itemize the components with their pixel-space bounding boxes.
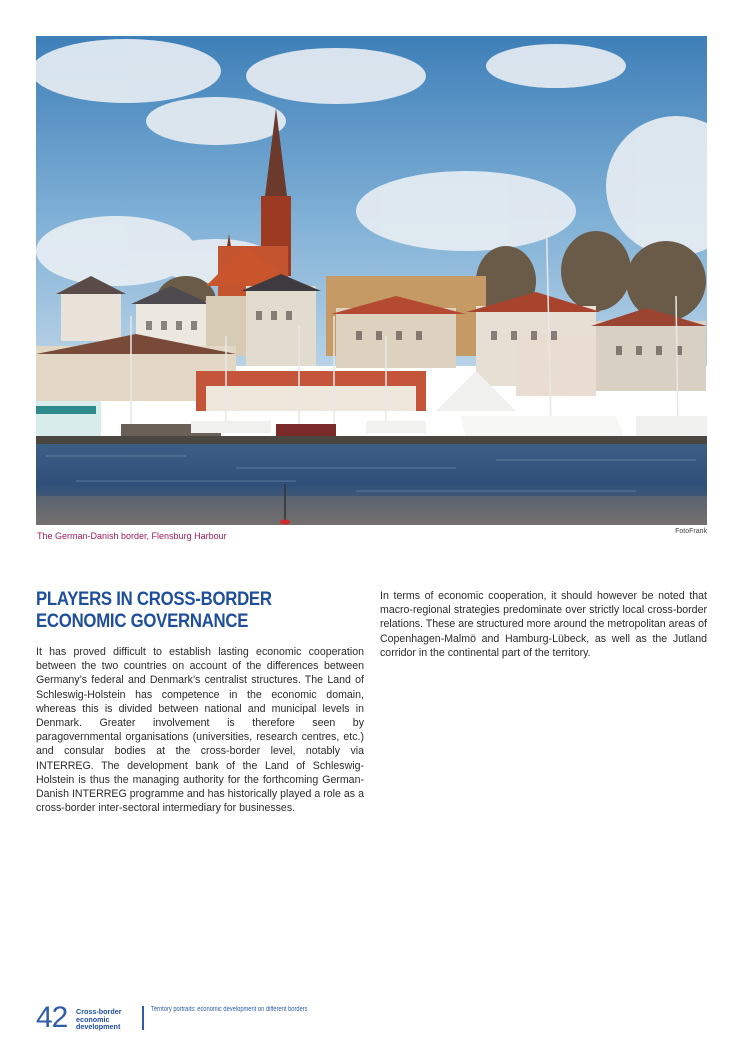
brand-line-2: economic	[76, 1014, 110, 1024]
footer-series-title: Territory portraits: economic development on different borders	[151, 1006, 308, 1013]
footer-divider	[142, 1006, 144, 1030]
footer-brand-logo	[76, 1008, 136, 1031]
body-paragraph-left: It has proved difficult to establish lasting economic cooperation between the two countries on account of the differences between Germany’s federal and Denmark’s centralist structures. The Land of Schleswig-Holstein has competence in the economic domain, whereas this is divided between national and municipal levels in Denmark. Greater involvement is therefore seen by paragovernmental organisations (universities, research centres, etc.) and consular bodies at the cross-border level, notably via INTERREG. The development bank of the Land of Schleswig-Holstein is thus the managing authority for the forthcoming German-Danish INTERREG programme and has historically played a role as a cross-border inter-sectoral intermediary for businesses.	[36, 646, 364, 815]
brand-line-1: Cross-border	[76, 1007, 122, 1016]
page-number: 42	[36, 1001, 68, 1034]
photo-caption: The German-Danish border, Flensburg Harbour	[37, 531, 227, 541]
harbour-photo	[36, 36, 707, 525]
body-paragraph-right: In terms of economic cooperation, it should however be noted that macro-regional strategies predominate over strictly local cross-border relations. These are structured more around the metropolitan areas of Copenhagen-Malmö and Hamburg-Lübeck, as well as the Jutland corridor in the continental part of the territory.	[380, 590, 707, 659]
section-heading: PLAYERS IN CROSS-BORDER ECONOMIC GOVERNANCE	[36, 588, 272, 632]
photo-credit: FotoFrank	[675, 528, 707, 535]
brand-line-3: development	[76, 1022, 121, 1032]
